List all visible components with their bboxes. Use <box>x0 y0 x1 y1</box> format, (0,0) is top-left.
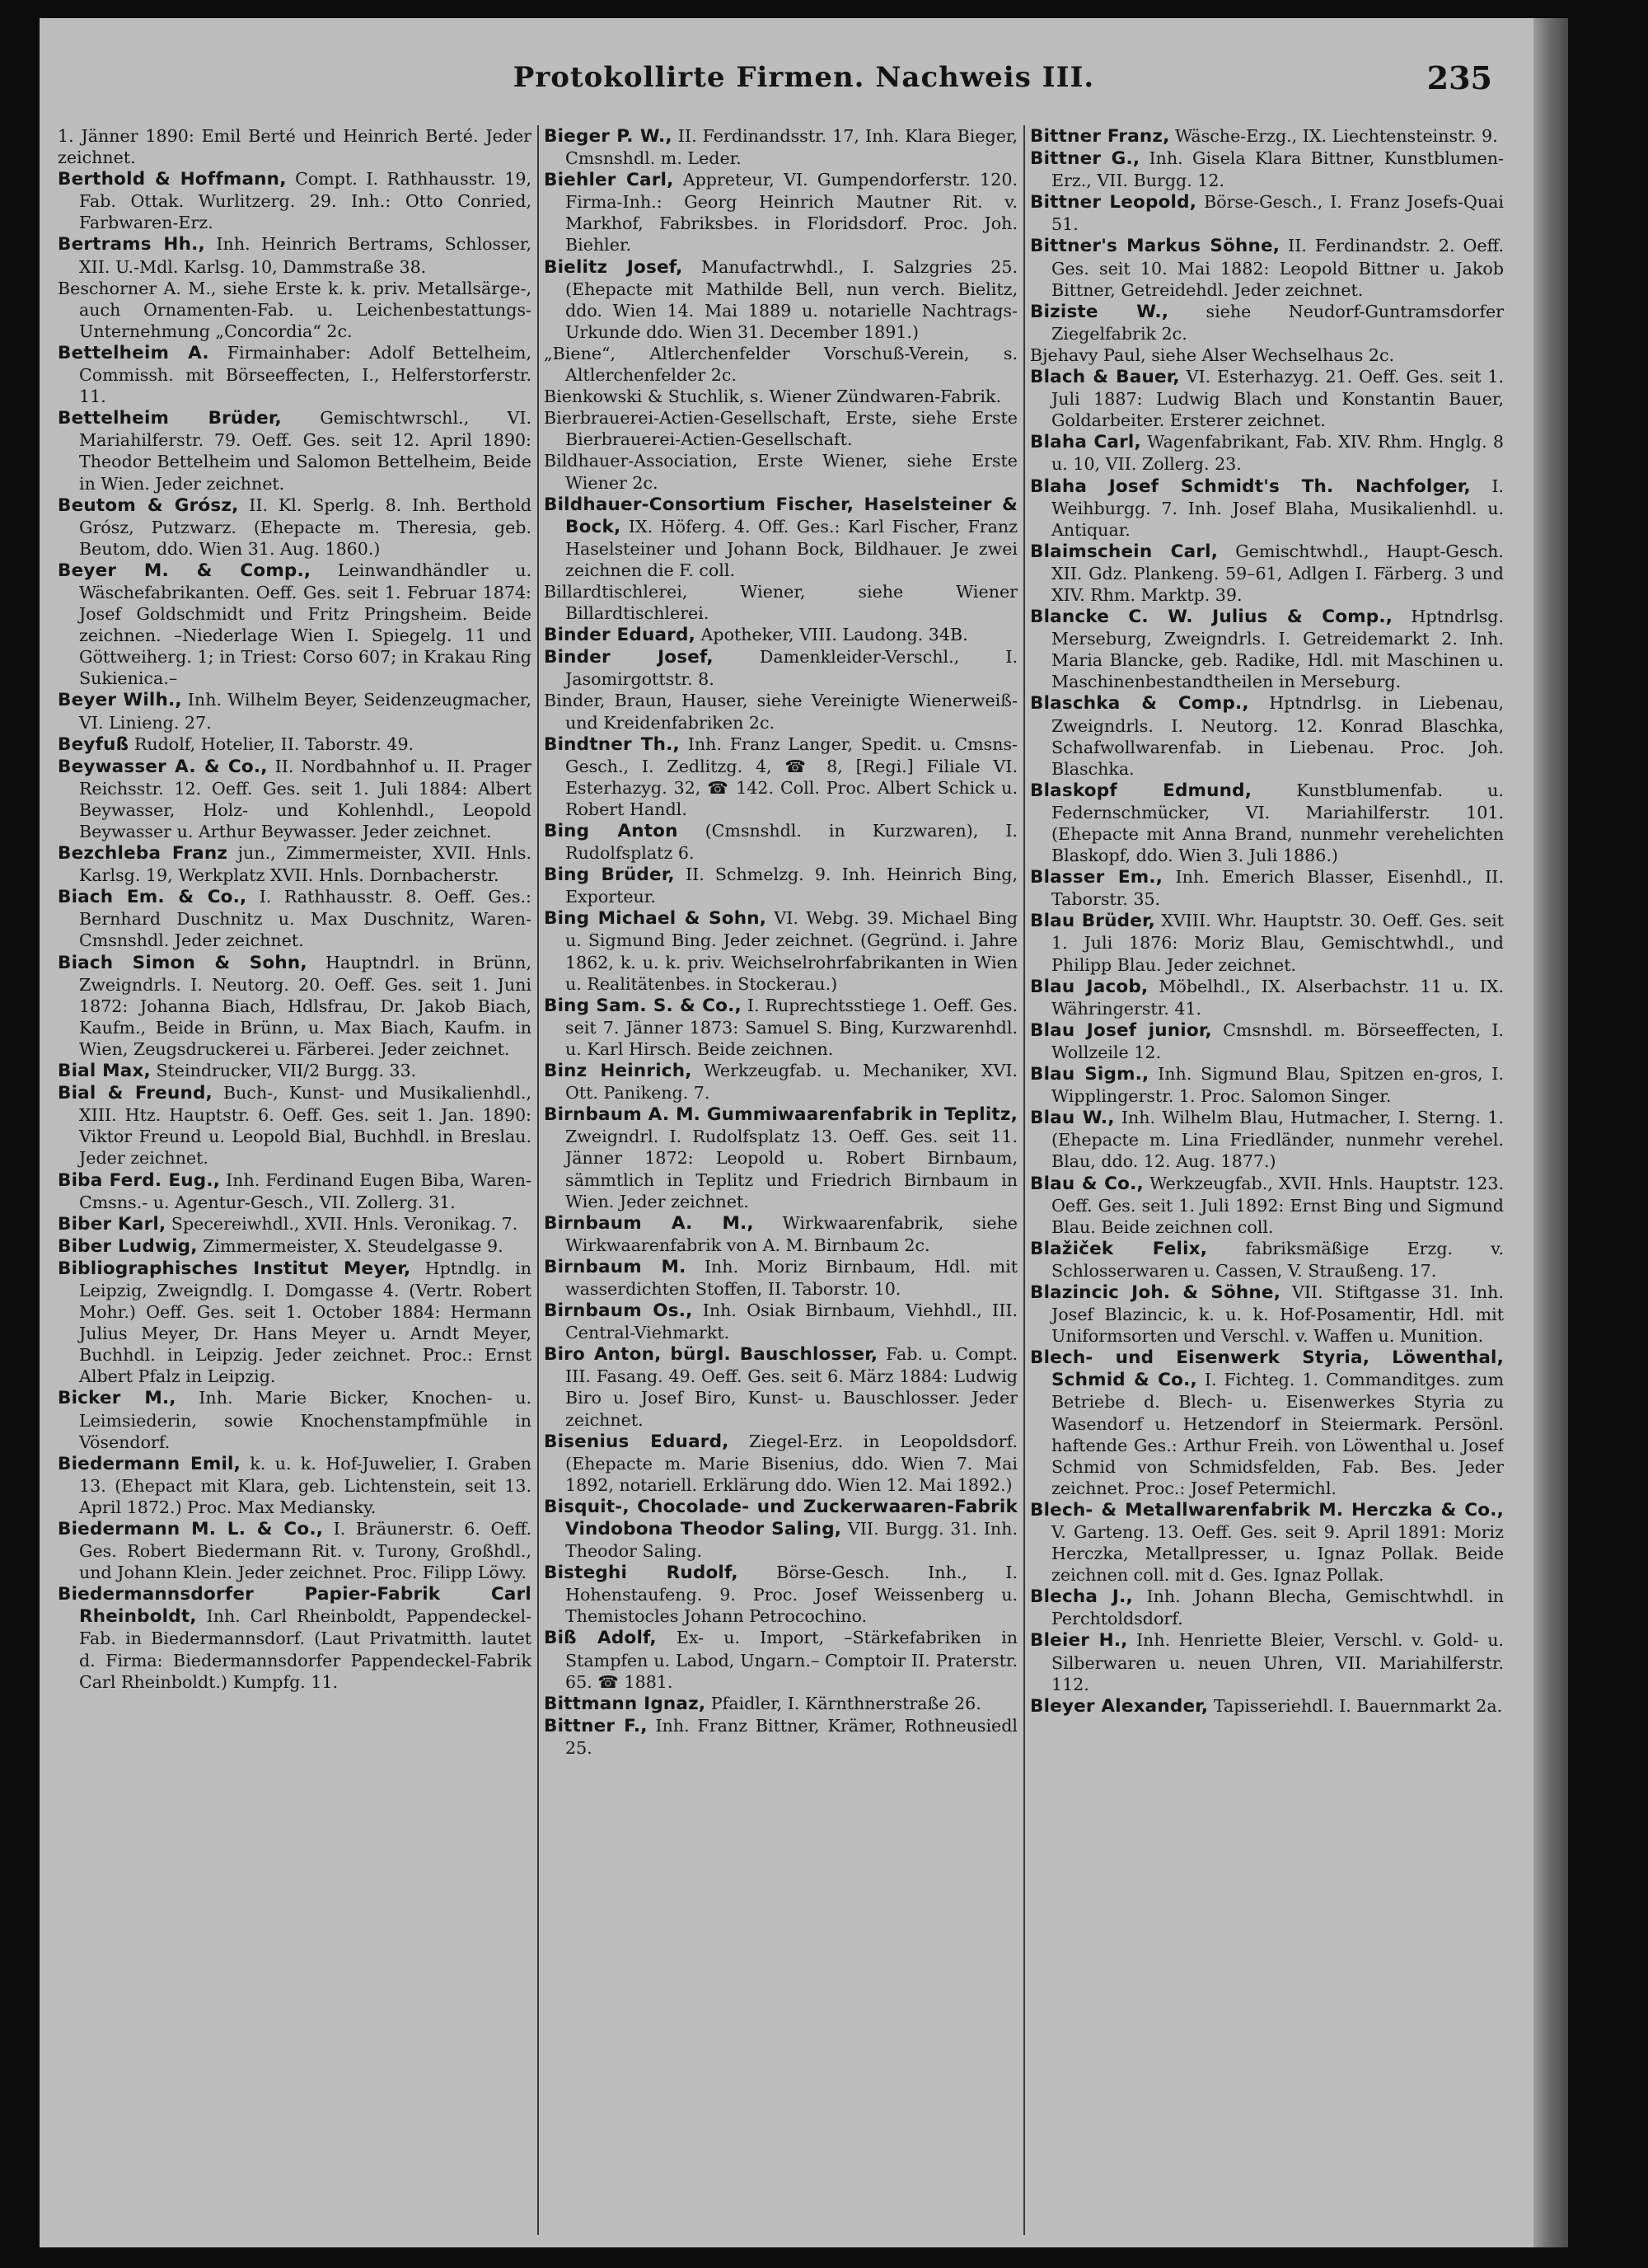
entry-details: Manufactrwhdl., I. Salzgries 25. (Ehepacte mit Mathilde Bell, nun verch. Bielitz, ddo. Wien 14. Mai 1889 u. notarielle Nachtrags-Urkunde ddo. Wien 31. December 1891.) <box>565 256 1018 342</box>
entry-details: Inh. Emerich Blasser, Eisenhdl., II. Taborstr. 35. <box>1051 867 1504 910</box>
entry-details: Bierbrauerei-Actien-Gesellschaft, Erste, siehe Erste Bierbrauerei-Actien-Gesellschaft. <box>544 408 1018 450</box>
firm-name: Bettelheim Brüder, <box>58 408 282 429</box>
directory-entry <box>544 690 1018 733</box>
firm-name: Bing Anton <box>544 821 678 841</box>
firm-name: Binz Heinrich, <box>544 1061 692 1082</box>
directory-entry <box>544 864 1018 907</box>
entry-details: I. Weihburgg. 7. Inh. Josef Blaha, Musikalienhdl. u. Antiquar. <box>1051 476 1504 540</box>
firm-name: Bisteghi Rudolf, <box>544 1563 738 1584</box>
entry-details: Inh. Sigmund Blau, Spitzen en-gros, I. Wipplingerstr. 1. Proc. Salomon Singer. <box>1051 1064 1504 1107</box>
entry-details: Hptndlg. in Leipzig, Zweigndlg. I. Domgasse 4. (Vertr. Robert Mohr.) Oeff. Ges. seit 1. October 1884: Hermann Julius Meyer, Dr. Hans Meyer u. Arndt Meyer, Buchhdl. in Leipzig. Jeder zeichnet. Proc.: Ernst Albert Pfalz in Leipzig. <box>79 1258 531 1387</box>
running-title: Protokollirte Firmen. Nachweis III. <box>513 61 1095 94</box>
directory-entry <box>544 1300 1018 1343</box>
firm-name: Blech- & Metallwarenfabrik M. Herczka & Co., <box>1030 1499 1504 1521</box>
firm-name: Birnbaum Os., <box>544 1300 693 1322</box>
firm-name: Blau Jacob, <box>1030 976 1149 997</box>
directory-entry <box>544 733 1018 820</box>
firm-name: Binder Josef, <box>544 647 714 668</box>
firm-name: Biedermann M. L. & Co., <box>58 1519 324 1539</box>
directory-entry <box>544 256 1018 343</box>
entry-details: Werkzeugfab. u. Mechaniker, XVI. Ott. Panikeng. 7. <box>565 1061 1018 1104</box>
firm-name: Bibliographisches Institut Meyer, <box>58 1258 411 1279</box>
entry-details: Rudolf, Hotelier, II. Taborstr. 49. <box>133 733 414 754</box>
firm-name: Bezchleba Franz <box>58 843 228 865</box>
directory-entry <box>544 1496 1018 1562</box>
directory-entry <box>58 1060 531 1082</box>
firm-name: Blažiček Felix, <box>1030 1238 1208 1259</box>
directory-entry <box>58 1453 531 1518</box>
directory-entry <box>58 1258 531 1388</box>
firm-name: Blazincic Joh. & Söhne, <box>1030 1282 1281 1303</box>
entry-details: Buch-, Kunst- und Musikalienhdl., XIII. Htz. Hauptstr. 6. Oeff. Ges. seit 1. Jan. 1890: Viktor Freund u. Leopold Bial, Buchhdl. in Breslau. Jeder zeichnet. <box>79 1083 531 1169</box>
entry-details: VI. Webg. 39. Michael Bing u. Sigmund Bing. Jeder zeichnet. (Gegründ. i. Jahre 1862, k. u. k. priv. Weichselrohrfabrikanten in Wien u. Realitätenbes. in Stockerau.) <box>565 908 1018 994</box>
entry-details: Ziegel-Erz. in Leopoldsdorf. (Ehepacte m. Marie Bisenius, ddo. Wien 7. Mai 1892, notariell. Erklärung ddo. Wien 12. Mai 1892.) <box>565 1431 1018 1495</box>
directory-entry <box>58 407 531 494</box>
firm-name: Bielitz Josef, <box>544 256 683 278</box>
firm-name: Bettelheim A. <box>58 342 209 363</box>
directory-entry <box>58 1235 531 1258</box>
entry-details: Hptndrlsg. Merseburg, Zweigndrls. I. Getreidemarkt 2. Inh. Maria Blancke, geb. Radike, Hdl. mit Maschinen u. Maschinenbestandtheilen in Merseburg. <box>1051 607 1504 692</box>
entry-details: Kunstblumenfab. u. Federnschmücker, VI. Mariahilferstr. 101. (Ehepacte mit Anna Brand, nunmehr verehelichten Blaskopf, ddo. Wien 3. Juli 1886.) <box>1051 780 1504 866</box>
directory-entry <box>58 733 531 756</box>
entry-details: Beschorner A. M., siehe Erste k. k. priv. Metallsärge-, auch Ornamenten-Fab. u. Leichenbestattungs-Unternehmung „Concordia“ 2c. <box>58 278 531 341</box>
firm-name: Blech- und Eisenwerk Styria, Löwenthal, Schmid & Co., <box>1030 1347 1504 1391</box>
directory-entry <box>58 168 531 233</box>
firm-name: Bildhauer-Consortium Fischer, Haselsteiner & Bock, <box>544 494 1018 537</box>
directory-entry <box>1030 344 1504 366</box>
entry-details: Inh. Franz Bittner, Krämer, Rothneusiedl 25. <box>565 1715 1018 1758</box>
entry-details: Werkzeugfab., XVII. Hnls. Hauptstr. 123. Oeff. Ges. seit 1. Juli 1892: Ernst Bing und Sigmund Blau. Beide zeichnen coll. <box>1051 1173 1504 1237</box>
entry-details: Wirkwaarenfabrik, siehe Wirkwaarenfabrik von A. M. Birnbaum 2c. <box>565 1212 1018 1255</box>
entry-details: II. Nordbahnhof u. II. Prager Reichsstr. 12. Oeff. Ges. seit 1. Juli 1884: Albert Beywasser, Holz- und Kohlenhdl., Leopold Beywasser u. Arthur Beywasser. Jeder zeichnet. <box>79 756 531 841</box>
directory-entry <box>544 624 1018 646</box>
firm-name: Bindtner Th., <box>544 733 680 755</box>
firm-name: Bittmann Ignaz, <box>544 1693 706 1714</box>
directory-entry <box>544 1212 1018 1256</box>
directory-entry <box>1030 541 1504 606</box>
firm-name: Biedermannsdorfer Papier-Fabrik Carl Rheinboldt, <box>58 1584 531 1628</box>
firm-name: Birnbaum A. M. Gummiwaarenfabrik in Teplitz, <box>544 1104 1018 1126</box>
entry-details: Tapisseriehdl. I. Bauernmarkt 2a. <box>1213 1695 1503 1716</box>
directory-entry <box>544 1562 1018 1627</box>
entry-details: II. Schmelzg. 9. Inh. Heinrich Bing, Exporteur. <box>565 865 1018 907</box>
page-number: 235 <box>1426 59 1492 96</box>
firm-name: Beywasser A. & Co., <box>58 756 268 777</box>
column-rule <box>1023 125 1025 2235</box>
directory-entry <box>1030 1107 1504 1172</box>
entry-details: VII. Burgg. 31. Inh. Theodor Saling. <box>565 1519 1018 1562</box>
directory-entry <box>1030 1282 1504 1347</box>
firm-name: Bisquit-, Chocolade- und Zuckerwaaren-Fabrik Vindobona Theodor Saling, <box>544 1496 1018 1539</box>
entry-details: II. Ferdinandstr. 2. Oeff. Ges. seit 10. Mai 1882: Leopold Bittner u. Jakob Bittner, Getreidehdl. Jeder zeichnet. <box>1051 236 1504 300</box>
entry-details: II. Kl. Sperlg. 8. Inh. Berthold Grósz, Putzwarz. (Ehepacte m. Theresia, geb. Beutom, ddo. Wien 31. Aug. 1860.) <box>79 494 531 559</box>
directory-entry <box>58 125 531 168</box>
entry-details: Börse-Gesch. Inh., I. Hohenstaufeng. 9. Proc. Josef Weissenberg u. Themistocles Johann Petrocochino. <box>565 1563 1018 1627</box>
entry-details: Bienkowski & Stuchlik, s. Wiener Zündwaren-Fabrik. <box>544 387 1001 407</box>
entry-details: IX. Höferg. 4. Off. Ges.: Karl Fischer, Franz Haselsteiner und Johann Bock, Bildhauer. Je zwei zeichnen die F. coll. <box>565 516 1018 580</box>
directory-entry <box>58 494 531 560</box>
directory-entry <box>544 646 1018 690</box>
entry-details: VI. Esterhazyg. 21. Oeff. Ges. seit 1. Juli 1887: Ludwig Blach und Konstantin Bauer, Goldarbeiter. Ersterer zeichnet. <box>1051 367 1504 431</box>
directory-entry <box>544 1431 1018 1496</box>
directory-entry <box>1030 476 1504 541</box>
firm-name: Blaskopf Edmund, <box>1030 780 1252 801</box>
entry-details: jun., Zimmermeister, XVII. Hnls. Karlsg. 19, Werkplatz XVII. Hnls. Dornbacherstr. <box>79 843 531 886</box>
firm-name: Beyer M. & Comp., <box>58 560 311 581</box>
entry-details: Inh. Marie Bicker, Knochen- u. Leimsiederin, sowie Knochenstampfmühle in Vösendorf. <box>79 1388 531 1452</box>
firm-name: Bieger P. W., <box>544 126 672 147</box>
column-2 <box>544 125 1018 2235</box>
directory-entry <box>544 1693 1018 1715</box>
directory-entry <box>1030 1347 1504 1499</box>
entry-details: Compt. I. Rathhausstr. 19, Fab. Ottak. Wurlitzerg. 29. Inh.: Otto Conried, Farbwaren-Erz. <box>79 169 531 233</box>
directory-entry <box>58 689 531 733</box>
entry-details: Ex- u. Import, –Stärkefabriken in Stampfen u. Labod, Ungarn.– Comptoir II. Praterstr. 65. ☎ 1881. <box>565 1628 1018 1692</box>
directory-entry <box>58 233 531 277</box>
entry-details: Inh. Johann Blecha, Gemischtwhdl. in Perchtoldsdorf. <box>1051 1586 1504 1629</box>
firm-name: Binder Eduard, <box>544 625 695 646</box>
directory-entry <box>58 952 531 1060</box>
directory-entry <box>544 450 1018 493</box>
firm-name: Biach Em. & Co., <box>58 887 247 908</box>
firm-name: Blau & Co., <box>1030 1173 1144 1194</box>
entry-details: I. Rathhausstr. 8. Oeff. Ges.: Bernhard Duschnitz u. Max Duschnitz, Waren-Cmsnshdl. Jeder zeichnet. <box>79 887 531 951</box>
firm-name: Bing Sam. S. & Co., <box>544 995 742 1016</box>
firm-name: Birnbaum M. <box>544 1256 686 1277</box>
firm-name: Beyer Wilh., <box>58 690 182 711</box>
entry-details: Zweigndrl. I. Rudolfsplatz 13. Oeff. Ges. seit 11. Jänner 1872: Leopold u. Robert Birnbaum, sämmtlich in Teplitz und Friedrich Birnbaum in Wien. Jeder zeichnet. <box>565 1127 1018 1211</box>
firm-name: Bittner F., <box>544 1715 648 1736</box>
column-3 <box>1030 125 1504 2235</box>
directory-entry <box>58 842 531 886</box>
directory-entry <box>544 407 1018 450</box>
entry-details: Inh. Ferdinand Eugen Biba, Waren-Cmsns.- u. Agentur-Gesch., VII. Zollerg. 31. <box>79 1169 531 1212</box>
directory-entry <box>544 1343 1018 1430</box>
directory-entry <box>1030 148 1504 191</box>
entry-details: Hauptndrl. in Brünn, Zweigndrls. I. Neutorg. 20. Oeff. Ges. seit 1. Juni 1872: Johanna Biach, Hdlsfrau, Dr. Jakob Biach, Kaufm., Beide in Brünn, u. Max Biach, Kaufm. in Wien, Zeugsdruckerei u. Färberei. Jeder zeichnet. <box>79 952 531 1059</box>
firm-name: Biedermann Emil, <box>58 1453 241 1474</box>
entry-details: Zimmermeister, X. Steudelgasse 9. <box>203 1235 503 1256</box>
entry-details: Bildhauer-Association, Erste Wiener, siehe Erste Wiener 2c. <box>544 451 1018 493</box>
firm-name: Blaschka & Comp., <box>1030 693 1249 715</box>
entry-details: Specereiwhdl., XVII. Hnls. Veronikag. 7. <box>171 1213 518 1234</box>
directory-entry <box>1030 976 1504 1019</box>
firm-name: Blasser Em., <box>1030 867 1163 888</box>
directory-entry <box>544 1256 1018 1300</box>
entry-details: Steindrucker, VII/2 Burgg. 33. <box>156 1061 417 1081</box>
entry-details: (Cmsnshdl. in Kurzwaren), I. Rudolfsplatz 6. <box>565 821 1018 864</box>
entry-details: I. Fichteg. 1. Commanditges. zum Betriebe d. Blech- u. Eisenwerkes Styria zu Wasendorf u. Hetzendorf in Steiermark. Persönl. haftende Ges.: Arthur Freih. von Löwenthal u. Josef Schmid von Schmidsfelden, Fab. Bes. Jeder zeichnet. Proc.: Josef Petermichl. <box>1051 1370 1504 1498</box>
entry-details: Inh. Wilhelm Beyer, Seidenzeugmacher, VI. Linieng. 27. <box>79 690 531 733</box>
directory-entry <box>1030 1586 1504 1629</box>
column-rule <box>537 125 539 2235</box>
directory-entry <box>58 342 531 407</box>
directory-entry <box>1030 235 1504 300</box>
entry-details: Billardtischlerei, Wiener, siehe Wiener Billardtischlerei. <box>544 581 1018 624</box>
entry-details: Gemischtwhdl., Haupt-Gesch. XII. Gdz. Plankeng. 59–61, Adlgen I. Färberg. 3 und XIV. Rhm. Marktp. 39. <box>1051 541 1504 605</box>
firm-name: Bing Brüder, <box>544 865 675 886</box>
entry-details: Apotheker, VIII. Laudong. 34B. <box>700 625 968 645</box>
firm-name: Biber Karl, <box>58 1213 166 1235</box>
book-spine-shadow <box>1533 18 1568 2247</box>
text-columns <box>58 125 1533 2235</box>
entry-details: Leinwandhändler u. Wäschefabrikanten. Oeff. Ges. seit 1. Februar 1874: Josef Goldschmidt und Fritz Pringsheim. Beide zeichnen. –Niederlage Wien I. Spiegelg. 11 und Göttweiherg. 1; in Triest: Corso 607; in Krakau Ring Sukienica.– <box>79 560 531 689</box>
entry-details: Hptndrlsg. in Liebenau, Zweigndrls. I. Neutorg. 12. Konrad Blaschka, Schafwollwarenfab. in Liebenau. Proc. Joh. Blaschka. <box>1051 693 1504 779</box>
firm-name: Blaha Carl, <box>1030 432 1141 453</box>
entry-details: Börse-Gesch., I. Franz Josefs-Quai 51. <box>1051 192 1504 235</box>
entry-details: „Biene“, Altlerchenfelder Vorschuß-Verein, s. Altlerchenfelder 2c. <box>544 343 1018 386</box>
entry-details: Cmsnshdl. m. Börseeffecten, I. Wollzeile 12. <box>1051 1019 1504 1062</box>
directory-entry <box>544 1104 1018 1211</box>
directory-entry <box>544 169 1018 255</box>
firm-name: Biber Ludwig, <box>58 1235 198 1257</box>
entry-details: Wagenfabrikant, Fab. XIV. Rhm. Hnglg. 8 u. 10, VII. Zollerg. 23. <box>1051 432 1504 475</box>
entry-details: 1. Jänner 1890: Emil Berté und Heinrich Berté. Jeder zeichnet. <box>58 126 531 168</box>
entry-details: Damenkleider-Verschl., I. Jasomirgottstr. 8. <box>565 647 1018 690</box>
entry-details: fabriksmäßige Erzg. v. Schlosserwaren u. Cassen, V. Straußeng. 17. <box>1051 1238 1504 1281</box>
directory-entry <box>58 1082 531 1169</box>
entry-details: V. Garteng. 13. Oeff. Ges. seit 9. April 1891: Moriz Herczka, Metallpresser, u. Ignaz Pollak. Beide zeichnen coll. mit d. Ges. Ignaz Pollak. <box>1051 1522 1504 1586</box>
entry-details: Möbelhdl., IX. Alserbachstr. 11 u. IX. Währingerstr. 41. <box>1051 976 1504 1019</box>
firm-name: Bicker M., <box>58 1388 176 1409</box>
entry-details: Inh. Gisela Klara Bittner, Kunstblumen-Erz., VII. Burgg. 12. <box>1051 148 1504 191</box>
directory-entry <box>1030 866 1504 910</box>
entry-details: Bjehavy Paul, siehe Alser Wechselhaus 2c. <box>1030 344 1395 365</box>
directory-entry <box>1030 301 1504 344</box>
firm-name: Bittner Leopold, <box>1030 192 1197 213</box>
entry-details: Inh. Moriz Birnbaum, Hdl. mit wasserdichten Stoffen, II. Taborstr. 10. <box>565 1256 1018 1299</box>
firm-name: Bittner G., <box>1030 148 1140 170</box>
firm-name: Bittner Franz, <box>1030 126 1170 147</box>
entry-details: XVIII. Whr. Hauptstr. 30. Oeff. Ges. seit 1. Juli 1876: Moriz Blau, Gemischtwhdl., und Philipp Blau. Jeder zeichnet. <box>1051 911 1504 975</box>
directory-entry <box>1030 1173 1504 1238</box>
directory-entry <box>544 995 1018 1060</box>
firm-name: Blaimschein Carl, <box>1030 541 1219 562</box>
entry-details: Inh. Osiak Birnbaum, Viehhdl., III. Central-Viehmarkt. <box>565 1300 1018 1343</box>
column-1 <box>58 125 531 2235</box>
directory-entry <box>1030 910 1504 975</box>
directory-entry <box>1030 1019 1504 1063</box>
firm-name: Birnbaum A. M., <box>544 1212 754 1234</box>
directory-entry <box>544 1715 1018 1759</box>
directory-entry <box>1030 606 1504 692</box>
directory-entry <box>544 820 1018 864</box>
firm-name: Blau W., <box>1030 1108 1115 1129</box>
firm-name: Biro Anton, bürgl. Bauschlosser, <box>544 1344 878 1366</box>
firm-name: Bing Michael & Sohn, <box>544 908 767 930</box>
entry-details: Inh. Wilhelm Blau, Hutmacher, I. Sterng. 1. (Ehepacte m. Lina Friedländer, nunmehr verehel. Blau, ddo. 12. Aug. 1877.) <box>1051 1108 1504 1172</box>
directory-entry <box>544 907 1018 994</box>
entry-details: Inh. Henriette Bleier, Verschl. v. Gold- u. Silberwaren u. neuen Uhren, VII. Mariahilferstr. 112. <box>1051 1630 1504 1694</box>
firm-name: Bertrams Hh., <box>58 234 205 255</box>
directory-entry <box>544 386 1018 407</box>
directory-entry <box>1030 1499 1504 1586</box>
directory-entry <box>58 560 531 690</box>
directory-entry <box>58 278 531 342</box>
entry-details: Firmainhaber: Adolf Bettelheim, Commissh. mit Börseeffecten, I., Helferstorferstr. 11. <box>79 342 531 407</box>
directory-entry <box>1030 366 1504 431</box>
directory-entry <box>544 494 1018 581</box>
directory-entry <box>1030 692 1504 779</box>
directory-entry <box>1030 1063 1504 1107</box>
firm-name: Bittner's Markus Söhne, <box>1030 236 1280 257</box>
entry-details: k. u. k. Hof-Juwelier, I. Graben 13. (Ehepact mit Klara, geb. Lichtenstein, seit 13. April 1872.) Proc. Max Mediansky. <box>79 1453 531 1517</box>
firm-name: Blau Brüder, <box>1030 911 1155 932</box>
firm-name: Blach & Bauer, <box>1030 367 1180 388</box>
firm-name: Bleyer Alexander, <box>1030 1695 1209 1717</box>
directory-entry <box>58 886 531 951</box>
entry-details: siehe Neudorf-Guntramsdorfer Ziegelfabrik 2c. <box>1051 301 1504 344</box>
entry-details: Inh. Carl Rheinboldt, Pappendeckel-Fab. in Biedermannsdorf. (Laut Privatmitth. lautet d. Firma: Biedermannsdorfer Pappendeckel-Fabrik Carl Rheinboldt.) Kumpfg. 11. <box>79 1606 531 1692</box>
entry-details: VII. Stiftgasse 31. Inh. Josef Blazincic, k. u. k. Hof-Posamentir, Hdl. mit Uniformsorten und Verschl. v. Waffen u. Munition. <box>1051 1282 1504 1347</box>
directory-entry <box>58 756 531 842</box>
directory-entry <box>544 1627 1018 1692</box>
firm-name: Biß Adolf, <box>544 1628 657 1649</box>
firm-name: Beutom & Grósz, <box>58 494 239 516</box>
directory-entry <box>1030 1238 1504 1282</box>
firm-name: Biziste W., <box>1030 301 1169 322</box>
directory-entry <box>1030 1695 1504 1717</box>
firm-name: Biach Simon & Sohn, <box>58 952 307 973</box>
entry-details: I. Ruprechtsstiege 1. Oeff. Ges. seit 7. Jänner 1873: Samuel S. Bing, Kurzwarenhdl. u. Karl Hirsch. Beide zeichnen. <box>565 995 1018 1059</box>
firm-name: Bial & Freund, <box>58 1083 213 1104</box>
directory-entry <box>1030 125 1504 148</box>
firm-name: Biehler Carl, <box>544 170 674 191</box>
directory-entry <box>1030 780 1504 866</box>
directory-entry <box>544 343 1018 386</box>
entry-details: Gemischtwrschl., VI. Mariahilferstr. 79. Oeff. Ges. seit 12. April 1890: Theodor Bettelheim und Salomon Bettelheim, Beide in Wien. Jeder zeichnet. <box>79 408 531 494</box>
directory-entry <box>544 125 1018 169</box>
directory-entry <box>58 1518 531 1583</box>
firm-name: Blau Sigm., <box>1030 1064 1149 1085</box>
directory-entry <box>1030 1629 1504 1694</box>
firm-name: Bleier H., <box>1030 1630 1128 1652</box>
directory-entry <box>58 1583 531 1692</box>
entry-details: Pfaidler, I. Kärnthnerstraße 26. <box>710 1693 981 1713</box>
entry-details: Wäsche-Erzg., IX. Liechtensteinstr. 9. <box>1175 126 1498 146</box>
entry-details: Binder, Braun, Hauser, siehe Vereinigte Wienerweiß- und Kreidenfabriken 2c. <box>544 691 1018 733</box>
directory-entry <box>58 1387 531 1452</box>
entry-details: Appreteur, VI. Gumpendorferstr. 120. Firma-Inh.: Georg Heinrich Mautner Rit. v. Markhof, Fabriksbes. in Floridsdorf. Proc. Joh. Biehler. <box>565 170 1018 255</box>
firm-name: Beyfuß <box>58 733 129 755</box>
firm-name: Bial Max, <box>58 1061 151 1082</box>
firm-name: Berthold & Hoffmann, <box>58 169 287 190</box>
entry-details: I. Bräunerstr. 6. Oeff. Ges. Robert Biedermann Rit. v. Turony, Großhdl., und Johann Klein. Jeder zeichnet. Proc. Filipp Löwy. <box>79 1519 531 1583</box>
entry-details: Fab. u. Compt. III. Fasang. 49. Oeff. Ges. seit 6. März 1884: Ludwig Biro u. Josef Biro, Kunst- u. Bauschlosser. Jeder zeichnet. <box>565 1344 1018 1430</box>
directory-entry <box>1030 431 1504 475</box>
entry-details: Inh. Heinrich Bertrams, Schlosser, XII. U.-Mdl. Karlsg. 10, Dammstraße 38. <box>79 234 531 277</box>
firm-name: Biba Ferd. Eug., <box>58 1169 221 1191</box>
page-header <box>40 58 1568 120</box>
entry-details: Inh. Franz Langer, Spedit. u. Cmsns-Gesch., I. Zedlitzg. 4, ☎ 8, [Regi.] Filiale VI. Esterhazyg. 32, ☎ 142. Coll. Proc. Albert Schick u. Robert Handl. <box>565 733 1018 819</box>
directory-entry <box>58 1213 531 1235</box>
firm-name: Blancke C. W. Julius & Comp., <box>1030 607 1393 628</box>
entry-details: II. Ferdinandsstr. 17, Inh. Klara Bieger, Cmsnshdl. m. Leder. <box>565 126 1018 169</box>
firm-name: Blecha J., <box>1030 1586 1133 1608</box>
firm-name: Bisenius Eduard, <box>544 1431 729 1452</box>
directory-entry <box>58 1169 531 1213</box>
directory-entry <box>544 581 1018 624</box>
firm-name: Blaha Josef Schmidt's Th. Nachfolger, <box>1030 476 1471 497</box>
directory-entry <box>544 1060 1018 1104</box>
directory-entry <box>1030 191 1504 235</box>
firm-name: Blau Josef junior, <box>1030 1019 1212 1041</box>
directory-page <box>40 18 1568 2247</box>
